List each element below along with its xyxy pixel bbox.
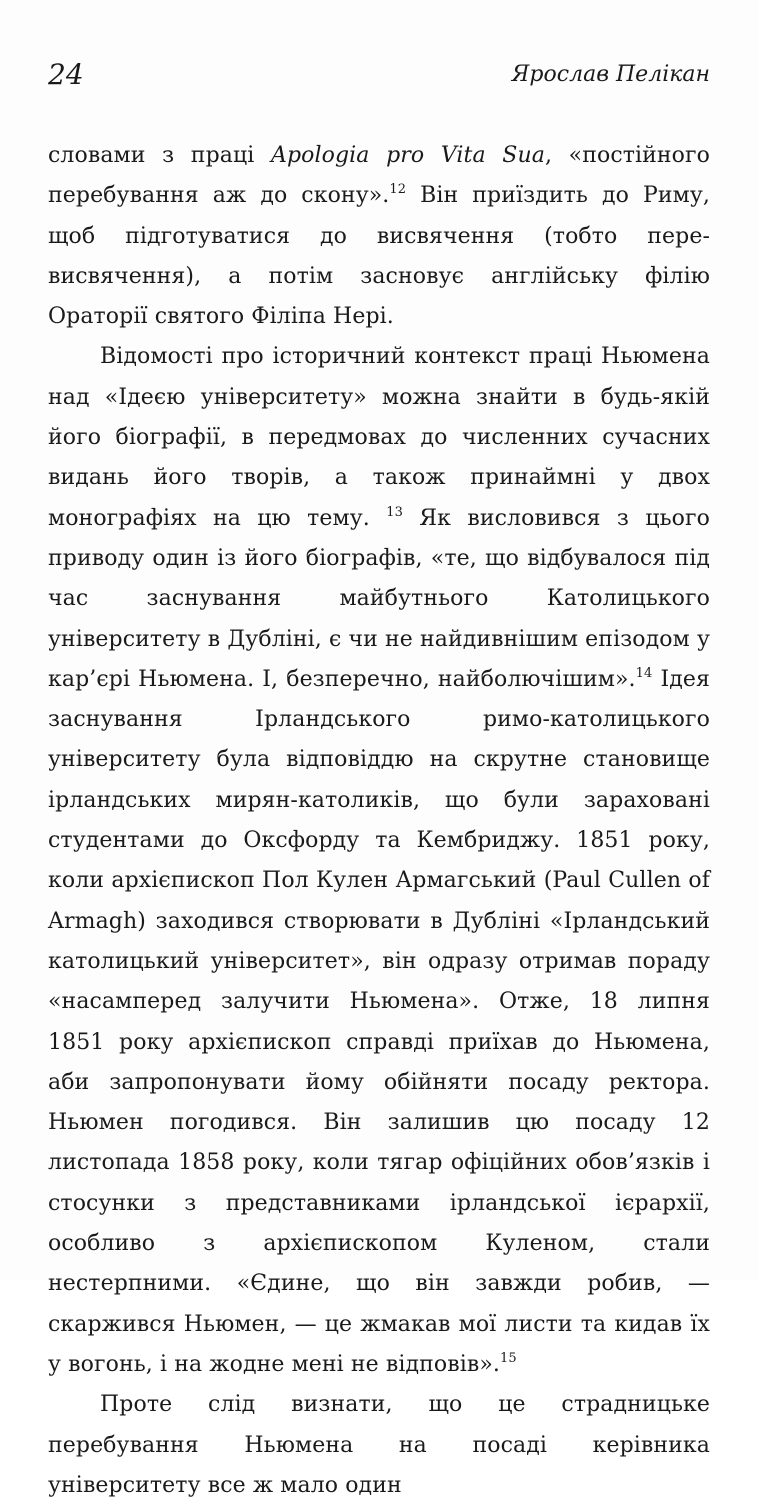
paragraph-2-text-c: Ідея заснування Ірландського римо-католицького університету була відповіддю на скрутне становище ірландських мирян-католиків, що були зараховані студентами до Оксфорду та Кембриджу. 1851 року, коли архієпископ Пол Кулен Армагський (Paul Cullen of Armagh) заходився створювати в Дубліні «Ірландський католицький університет», він одразу отримав пораду «насамперед залучити Ньюмена». Отже, 18 липня 1851 року архієпископ справді приїхав до Ньюмена, аби запропонувати йому обійняти посаду ректора. Ньюмен погодився. Він залишив цю посаду 12 листопада 1858 року, коли тягар офіційних обов’язків і стосунки з представниками ірландської ієрархії, особливо з архієпископом Куленом, стали нестерпними. «Єдине, що він завжди робив, — скаржився Ньюмен, — це жмакав мої листи та кидав їх у вогонь, і на жодне мені не відповів».	[48, 666, 710, 1377]
paragraph-1	[48, 136, 710, 337]
footnote-ref-14: 14	[635, 665, 653, 681]
paragraph-1-text-b: , «постійного перебування аж до скону».	[48, 143, 710, 209]
paragraph-2-text-b: Як висловився з цього приводу один із його біографів, «те, що відбувалося під час заснування майбутнього Католицького університету в Дубліні, є чи не найдивнішим епізодом у кар’єрі Ньюмена. І, безперечно, найболючішим».	[48, 505, 710, 692]
footnote-ref-12: 12	[389, 182, 407, 198]
paragraph-1-text-c: Він приїздить до Риму, щоб підготуватися до висвячення (тобто пере-висвячення), а потім засновує англійську філію Ораторії святого Філіпа Нері.	[48, 183, 710, 330]
paragraph-1-text-a: словами з праці	[48, 143, 271, 168]
paragraph-2	[48, 337, 710, 1385]
running-title: Ярослав Пелікан	[511, 62, 710, 87]
paragraph-2-text-a: Відомості про історичний контекст праці Ньюмена над «Ідеєю університету» можна знайти в будь-якій його біографії, в передмовах до численних сучасних видань його творів, а також принаймні у двох монографіях на цю тему.	[48, 344, 710, 531]
paragraph-3	[48, 1385, 710, 1506]
book-title-italic: Apologia pro Vita Sua	[270, 143, 545, 168]
page-number: 24	[48, 58, 84, 91]
page-header	[48, 58, 710, 98]
body-text	[48, 136, 710, 1506]
footnote-ref-15: 15	[500, 1350, 517, 1366]
paragraph-3-text: Проте слід визнати, що це страдницьке перебування Ньюмена на посаді керівника університету все ж мало один	[48, 1392, 710, 1498]
footnote-ref-13: 13	[386, 504, 403, 520]
